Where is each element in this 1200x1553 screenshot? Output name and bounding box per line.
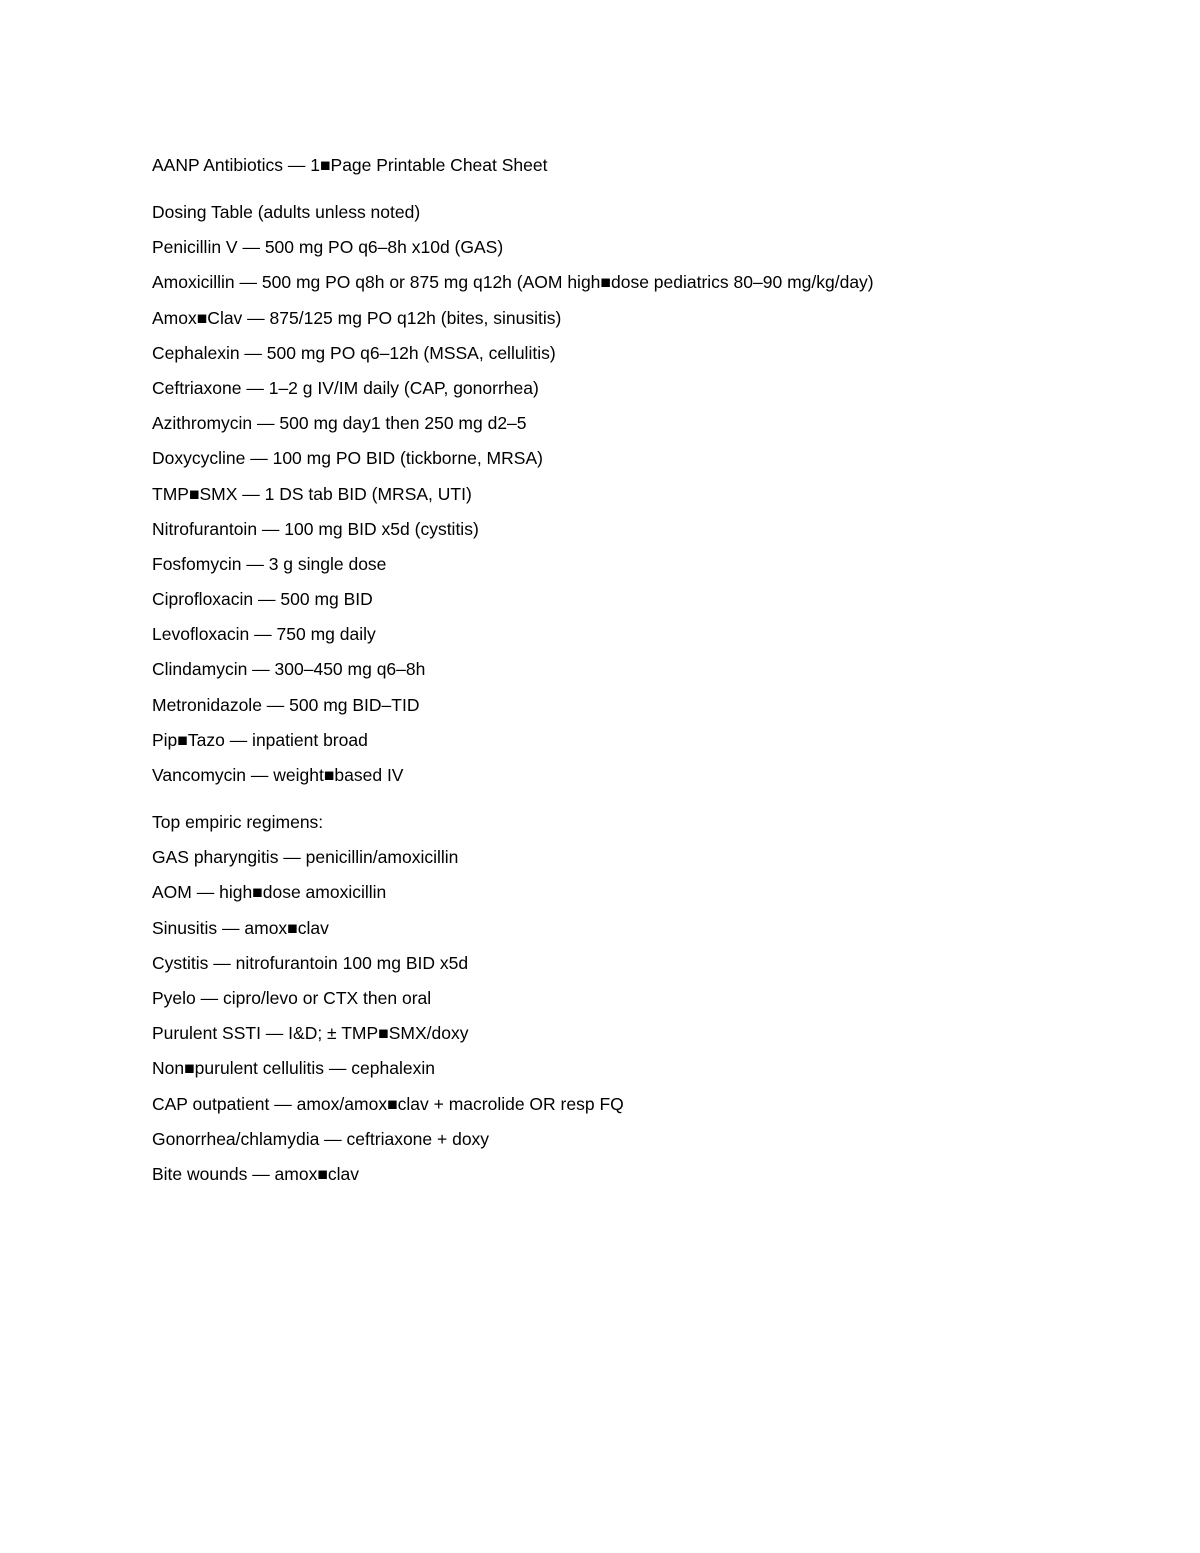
regimen-item: Bite wounds — amox■clav <box>152 1163 360 1184</box>
dosing-item: Amoxicillin — 500 mg PO q8h or 875 mg q12h (AOM high■dose pediatrics 80–90 mg/kg/day) <box>152 272 874 293</box>
dosing-item: Levofloxacin — 750 mg daily <box>152 624 376 645</box>
dosing-item: Cephalexin — 500 mg PO q6–12h (MSSA, cellulitis) <box>152 342 556 363</box>
regimen-item: Cystitis — nitrofurantoin 100 mg BID x5d <box>152 952 469 973</box>
regimens-list <box>152 845 1152 1197</box>
dosing-item: Penicillin V — 500 mg PO q6–8h x10d (GAS) <box>152 237 504 258</box>
regimen-item: CAP outpatient — amox/amox■clav + macrolide OR resp FQ <box>152 1093 624 1114</box>
regimens-heading: Top empiric regimens: <box>152 812 324 832</box>
regimen-item: Gonorrhea/chlamydia — ceftriaxone + doxy <box>152 1128 490 1149</box>
dosing-item: Vancomycin — weight■based IV <box>152 765 404 785</box>
dosing-item: Azithromycin — 500 mg day1 then 250 mg d2–5 <box>152 413 527 434</box>
dosing-item: Pip■Tazo — inpatient broad <box>152 729 368 750</box>
document-body <box>152 153 1152 1197</box>
dosing-list <box>152 235 1152 810</box>
dosing-item: Nitrofurantoin — 100 mg BID x5d (cystitis) <box>152 518 479 539</box>
regimen-item: Purulent SSTI — I&D; ± TMP■SMX/doxy <box>152 1023 469 1044</box>
dosing-item: Ciprofloxacin — 500 mg BID <box>152 589 373 610</box>
regimen-item: Sinusitis — amox■clav <box>152 917 329 938</box>
dosing-item: Ceftriaxone — 1–2 g IV/IM daily (CAP, gonorrhea) <box>152 377 539 398</box>
dosing-item: Metronidazole — 500 mg BID–TID <box>152 694 420 715</box>
dosing-item: Fosfomycin — 3 g single dose <box>152 553 387 574</box>
document-title: AANP Antibiotics — 1■Page Printable Cheat Sheet <box>152 155 548 175</box>
regimen-item: AOM — high■dose amoxicillin <box>152 882 387 903</box>
regimen-item: Non■purulent cellulitis — cephalexin <box>152 1058 435 1079</box>
dosing-item: Doxycycline — 100 mg PO BID (tickborne, MRSA) <box>152 448 543 469</box>
dosing-item: Clindamycin — 300–450 mg q6–8h <box>152 659 426 680</box>
dosing-item: Amox■Clav — 875/125 mg PO q12h (bites, sinusitis) <box>152 307 562 328</box>
dosing-item: TMP■SMX — 1 DS tab BID (MRSA, UTI) <box>152 483 472 504</box>
regimen-item: Pyelo — cipro/levo or CTX then oral <box>152 987 432 1008</box>
regimen-item: GAS pharyngitis — penicillin/amoxicillin <box>152 847 459 868</box>
dosing-table-heading: Dosing Table (adults unless noted) <box>152 202 421 222</box>
